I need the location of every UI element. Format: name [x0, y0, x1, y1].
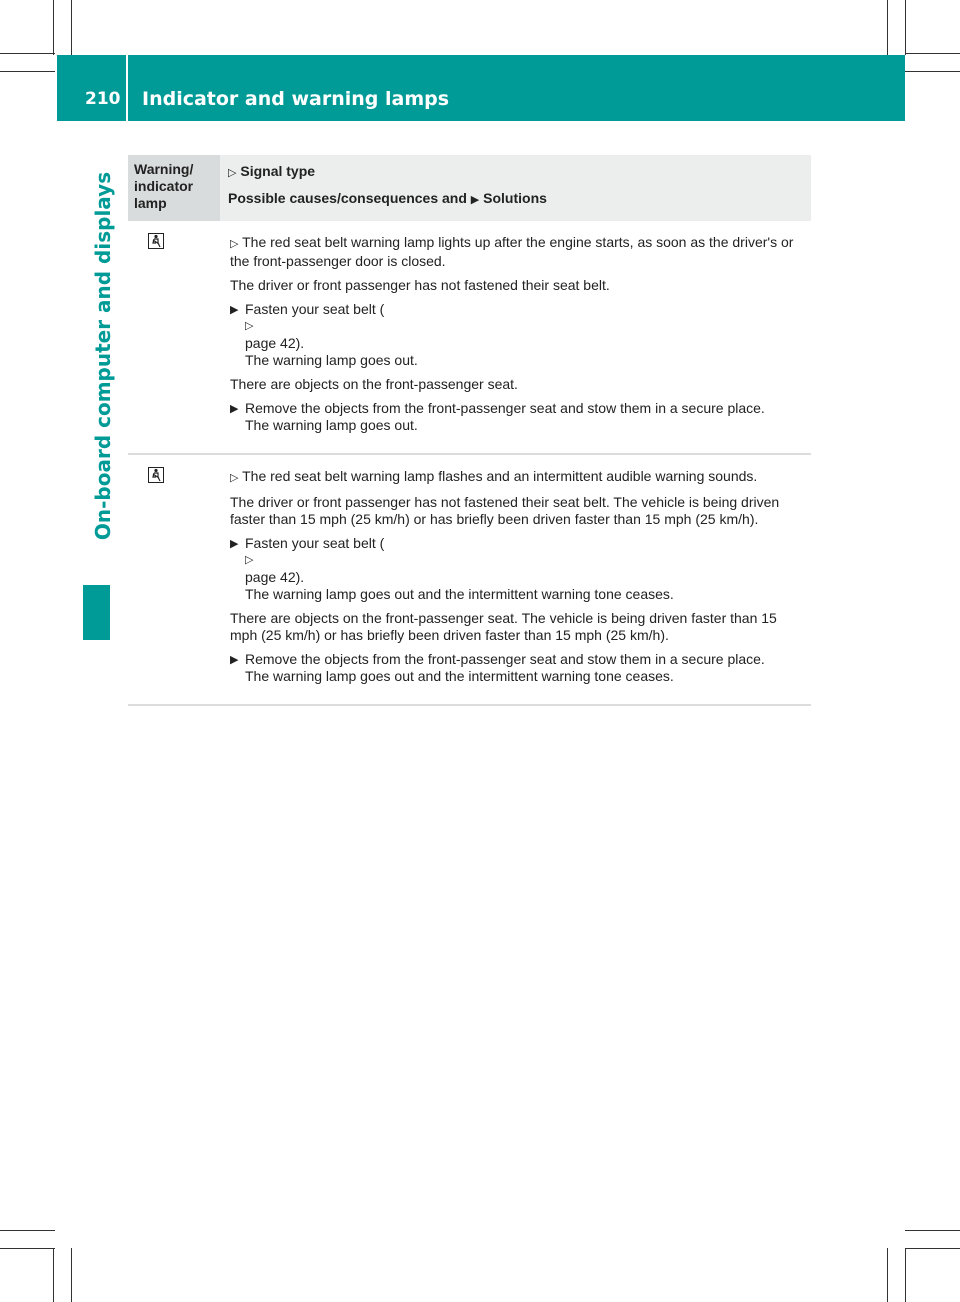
column-header-lamp: Warning/ indicator lamp: [128, 155, 220, 221]
solution-step: [230, 535, 803, 603]
page-ref-triangle-icon: ▷: [245, 554, 254, 566]
crop-mark: [905, 71, 960, 72]
cause-text: There are objects on the front-passenger seat.: [230, 376, 518, 392]
crop-mark: [0, 53, 55, 54]
step-result-text: The warning lamp goes out.: [245, 352, 418, 368]
crop-mark: [887, 0, 888, 55]
seat-belt-warning-icon: [148, 467, 164, 483]
cause-text: The driver or front passenger has not fastened their seat belt. The vehicle is being driven faster than 15 mph (25 km/h) or has briefly been driven faster than 15 mph (25 km/h).: [230, 494, 780, 527]
signal-triangle-icon: ▷: [228, 167, 237, 179]
solution-arrow-icon: ▶: [230, 304, 239, 316]
crop-mark: [0, 71, 55, 72]
crop-mark: [0, 1230, 55, 1231]
side-section-title: On-board computer and displays: [91, 171, 115, 541]
crop-mark: [905, 1248, 960, 1249]
page-title: Indicator and warning lamps: [142, 88, 450, 110]
step-result-text: The warning lamp goes out and the intermittent warning tone ceases.: [245, 668, 674, 684]
step-result-text: The warning lamp goes out and the intermittent warning tone ceases.: [245, 586, 674, 602]
description-cell: [128, 455, 811, 704]
signal-triangle-icon: ▷: [230, 472, 239, 484]
table-row: [128, 455, 811, 706]
crop-mark: [53, 0, 54, 55]
table-row: [128, 221, 811, 455]
solution-arrow-icon: ▶: [230, 538, 239, 550]
causes-label: Possible causes/consequences and: [228, 190, 467, 206]
page-number: 210: [85, 89, 121, 109]
solution-arrow-icon: ▶: [470, 194, 480, 206]
side-color-block: [83, 585, 110, 640]
step-text: Remove the objects from the front-passenger seat and stow them in a secure place.: [245, 651, 765, 667]
crop-mark: [905, 1230, 960, 1231]
signal-triangle-icon: ▷: [230, 238, 239, 250]
solutions-label: Solutions: [483, 190, 547, 206]
crop-mark: [887, 1248, 888, 1302]
page-reference-link[interactable]: page 42).: [245, 335, 305, 351]
table-header: [128, 155, 811, 221]
crop-mark: [71, 1248, 72, 1302]
cause-text: There are objects on the front-passenger seat. The vehicle is being driven faster than 15 mph (25 km/h) or has briefly been driven faster than 15 mph (25 km/h).: [230, 610, 777, 643]
signal-text: The red seat belt warning lamp flashes and an intermittent audible warning sounds.: [242, 468, 758, 484]
page-ref-triangle-icon: ▷: [245, 320, 254, 332]
page-reference-link[interactable]: page 42).: [245, 569, 305, 585]
description-cell: [128, 221, 811, 453]
crop-mark: [905, 1248, 906, 1302]
solution-step: [230, 400, 803, 434]
crop-mark: [71, 0, 72, 55]
solution-arrow-icon: ▶: [230, 654, 239, 666]
seat-belt-warning-icon: [148, 233, 164, 249]
column-header-description: [220, 155, 811, 221]
crop-mark: [53, 1248, 54, 1302]
signal-type-label: Signal type: [240, 163, 316, 179]
header-divider: [126, 55, 128, 121]
solution-step: [230, 651, 803, 685]
side-section-label: [83, 128, 123, 584]
crop-mark: [905, 53, 960, 54]
crop-mark: [905, 0, 906, 55]
step-text: Fasten your seat belt (: [245, 301, 385, 317]
step-result-text: The warning lamp goes out.: [245, 417, 418, 433]
signal-text: The red seat belt warning lamp lights up after the engine starts, as soon as the driver's or the front-passenger door is closed.: [230, 234, 794, 269]
step-text: Remove the objects from the front-passenger seat and stow them in a secure place.: [245, 400, 765, 416]
cause-text: The driver or front passenger has not fastened their seat belt.: [230, 277, 610, 293]
solution-arrow-icon: ▶: [230, 403, 239, 415]
crop-mark: [0, 1248, 55, 1249]
page-header: [57, 55, 905, 121]
solution-step: [230, 301, 803, 369]
warning-lamp-table: [128, 155, 811, 706]
step-text: Fasten your seat belt (: [245, 535, 385, 551]
